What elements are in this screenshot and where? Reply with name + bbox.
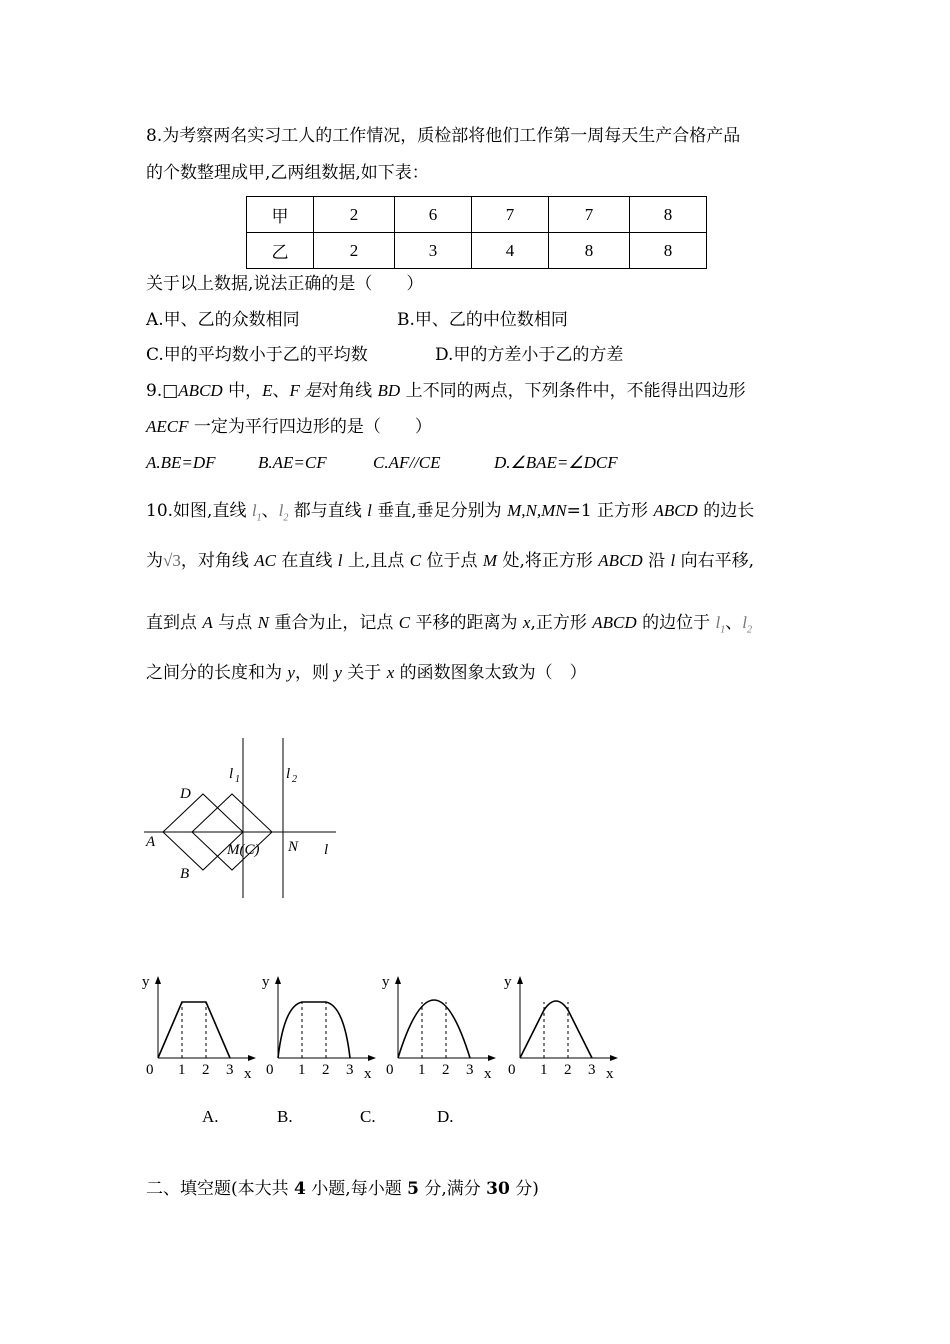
q10-x: x: [522, 613, 531, 632]
tick-label: 0: [146, 1062, 154, 1078]
l1-sub: 1: [720, 624, 726, 636]
option-c-label: C.: [360, 1107, 376, 1126]
l1-letter: l: [715, 613, 721, 632]
q10-text: 的边位于: [636, 613, 716, 633]
q10-text: ,正方形: [530, 613, 593, 633]
q10-line2: [146, 550, 754, 572]
q9-f: F: [289, 381, 300, 400]
tick-label: 0: [508, 1062, 516, 1078]
tick-label: 1: [540, 1062, 548, 1078]
l2-sub: 2: [283, 512, 289, 524]
function-curve: [520, 1001, 592, 1058]
q10-text: ，则: [294, 663, 335, 683]
q10-ac: AC: [254, 551, 276, 570]
option-d-label: D.: [437, 1107, 454, 1126]
tick-label: 1: [178, 1062, 186, 1078]
sqrt3: √3: [163, 551, 181, 570]
section2-num: 30: [486, 1179, 510, 1199]
table-cell: 6: [395, 197, 472, 233]
section2-num: 4: [294, 1179, 306, 1199]
graph-option-a: [140, 968, 265, 1088]
q10-text: 向右平移,: [675, 551, 755, 571]
l1-symbol: [251, 501, 262, 524]
function-curve: [158, 1002, 230, 1058]
q8-option-a: A.甲、乙的众数相同: [146, 310, 300, 330]
q10-abcd: ABCD: [653, 501, 698, 520]
table-cell: 4: [472, 233, 549, 269]
q9-bd: BD: [377, 381, 401, 400]
q9-option-a: A.BE=DF: [146, 453, 216, 472]
section2-text: 小题,每小题: [305, 1179, 408, 1199]
q10-text: =1 正方形: [566, 501, 654, 521]
q10-text: 为: [146, 551, 163, 571]
table-cell: 7: [472, 197, 549, 233]
q10-a: A: [202, 613, 213, 632]
q9-e: E: [262, 381, 273, 400]
y-axis-label: y: [382, 974, 390, 990]
label-l1-sub: 1: [235, 774, 240, 785]
square-translation-figure: [140, 730, 350, 905]
q9-shi: 是: [299, 381, 322, 400]
q10-abcd: ABCD: [598, 551, 643, 570]
q9-text: 上不同的两点，下列条件中，不能得出四边形: [400, 381, 746, 401]
y-arrow-icon: [275, 976, 281, 984]
option-b-label: B.: [277, 1107, 293, 1126]
x-arrow-icon: [488, 1055, 496, 1061]
table-cell: 8: [549, 233, 630, 269]
q10-text: 与点: [212, 613, 258, 633]
q10-text: 重合为止，记点: [268, 613, 399, 633]
l2-symbol: [278, 501, 289, 524]
y-axis-label: y: [142, 974, 150, 990]
q8-option-d: D.甲的方差小于乙的方差: [435, 345, 624, 365]
q9-option-c: C.AF//CE: [373, 453, 441, 472]
q10-text: 处,将正方形: [497, 551, 599, 571]
q9-option-b: B.AE=CF: [258, 453, 327, 472]
q9-text: 一定为平行四边形的是（ ）: [188, 417, 432, 437]
section2-text: 本大共: [237, 1179, 295, 1199]
q10-text: 垂直,垂足分别为: [371, 501, 508, 521]
y-axis-label: y: [262, 974, 270, 990]
q10-sep: 、: [725, 613, 743, 633]
y-arrow-icon: [155, 976, 161, 984]
q10-text: 的边长: [697, 501, 755, 521]
q8-option-b: B.甲、乙的中位数相同: [397, 310, 568, 330]
q8-option-c: C.甲的平均数小于乙的平均数: [146, 345, 368, 365]
q9-line1: [146, 380, 746, 402]
q10-x: x: [386, 663, 395, 682]
q10-abcd: ABCD: [592, 613, 637, 632]
table-cell: 甲: [247, 197, 314, 233]
graph-option-b: [260, 968, 385, 1088]
q10-text: 沿: [642, 551, 671, 571]
section2-text: 分): [509, 1179, 539, 1199]
q10-y: y: [334, 663, 342, 682]
section2-text: 分,满分: [418, 1179, 487, 1199]
tick-label: 3: [588, 1062, 596, 1078]
y-arrow-icon: [395, 976, 401, 984]
q8-data-table: [246, 196, 707, 269]
q9-aecf: AECF: [146, 417, 189, 436]
q10-n: N: [257, 613, 269, 632]
label-l1: l: [229, 766, 234, 782]
label-l2-sub: 2: [292, 774, 297, 785]
x-axis-label: x: [484, 1066, 492, 1082]
table-cell: 2: [314, 197, 395, 233]
y-axis-label: y: [504, 974, 512, 990]
table-cell: 乙: [247, 233, 314, 269]
graph-option-d: [502, 968, 627, 1088]
l2-letter: l: [742, 613, 747, 632]
q10-line4: [146, 662, 587, 684]
table-cell: 8: [630, 197, 707, 233]
q9-text: 中，: [222, 381, 263, 401]
q10-c: C: [398, 613, 411, 632]
label-l2: l: [286, 766, 291, 782]
x-arrow-icon: [368, 1055, 376, 1061]
x-axis-label: x: [606, 1066, 614, 1082]
q10-y: y: [287, 663, 295, 682]
q10-m: M: [482, 551, 498, 570]
table-cell: 7: [549, 197, 630, 233]
l2-symbol: [742, 613, 752, 636]
q8-stem: 关于以上数据,说法正确的是（ ）: [146, 274, 424, 294]
table-cell: 2: [314, 233, 395, 269]
q10-text: 在直线: [275, 551, 338, 571]
function-curve: [398, 1000, 470, 1058]
tick-label: 3: [346, 1062, 354, 1078]
tick-label: 1: [418, 1062, 426, 1078]
q9-option-d: D.∠BAE=∠DCF: [494, 453, 618, 472]
q10-text: 都与直线: [288, 501, 368, 521]
q10-text: 直到点: [146, 613, 203, 633]
label-m-c: M(C): [227, 842, 260, 858]
l2-letter: l: [278, 501, 284, 520]
q9-text: 对角线: [321, 381, 378, 401]
label-a: A: [146, 834, 156, 850]
q10-text: 的函数图象太致为（ ）: [394, 663, 587, 683]
q10-sep: 、: [261, 501, 279, 521]
l1-sub: 1: [256, 512, 262, 524]
q9-abcd: ABCD: [178, 381, 223, 400]
y-arrow-icon: [517, 976, 523, 984]
label-d: D: [180, 786, 191, 802]
tick-label: 0: [386, 1062, 394, 1078]
tick-label: 0: [266, 1062, 274, 1078]
l1-letter: l: [251, 501, 257, 520]
tick-label: 1: [298, 1062, 306, 1078]
label-n: N: [288, 839, 299, 855]
q9-line2: [146, 416, 432, 438]
q10-l: l: [337, 551, 343, 570]
x-axis-label: x: [364, 1066, 372, 1082]
x-axis-label: x: [244, 1066, 252, 1082]
section2-heading: [146, 1178, 539, 1200]
tick-label: 2: [564, 1062, 572, 1078]
q10-text: 位于点: [421, 551, 483, 571]
option-a-label: A.: [202, 1107, 219, 1126]
q10-c: C: [409, 551, 422, 570]
tick-label: 3: [226, 1062, 234, 1078]
section2-num: 5: [407, 1179, 419, 1199]
x-arrow-icon: [248, 1055, 256, 1061]
table-row: [247, 197, 707, 233]
tick-label: 2: [442, 1062, 450, 1078]
label-b: B: [180, 866, 190, 882]
table-cell: 3: [395, 233, 472, 269]
tick-label: 2: [202, 1062, 210, 1078]
q10-l: l: [367, 501, 372, 520]
l1-symbol: [715, 613, 726, 636]
section2-text: 二、填空题(: [146, 1179, 238, 1199]
parallelogram-symbol: □: [162, 381, 179, 401]
q10-mn: M,N,MN: [507, 501, 567, 520]
tick-label: 3: [466, 1062, 474, 1078]
q10-text: ，对角线: [180, 551, 255, 571]
x-arrow-icon: [610, 1055, 618, 1061]
q9-num: 9.: [146, 381, 163, 401]
q8-line1: 8.为考察两名实习工人的工作情况，质检部将他们工作第一周每天生产合格产品: [146, 126, 741, 146]
table-row: [247, 233, 707, 269]
q10-text: 平移的距离为: [410, 613, 523, 633]
q10-text: 上,且点: [342, 551, 410, 571]
l2-sub: 2: [746, 624, 752, 636]
tick-label: 2: [322, 1062, 330, 1078]
function-curve: [278, 1002, 350, 1058]
q10-line1: [146, 500, 754, 529]
q10-line3: [146, 612, 752, 641]
table-cell: 8: [630, 233, 707, 269]
q8-line2: 的个数整理成甲,乙两组数据,如下表：: [146, 163, 429, 183]
q10-text: 之间分的长度和为: [146, 663, 288, 683]
q10-text: 10.如图,直线: [146, 501, 252, 521]
q9-sep: 、: [272, 381, 290, 401]
q10-text: 关于: [341, 663, 387, 683]
graph-option-c: [380, 968, 505, 1088]
q10-l: l: [670, 551, 676, 570]
label-l: l: [324, 842, 329, 858]
